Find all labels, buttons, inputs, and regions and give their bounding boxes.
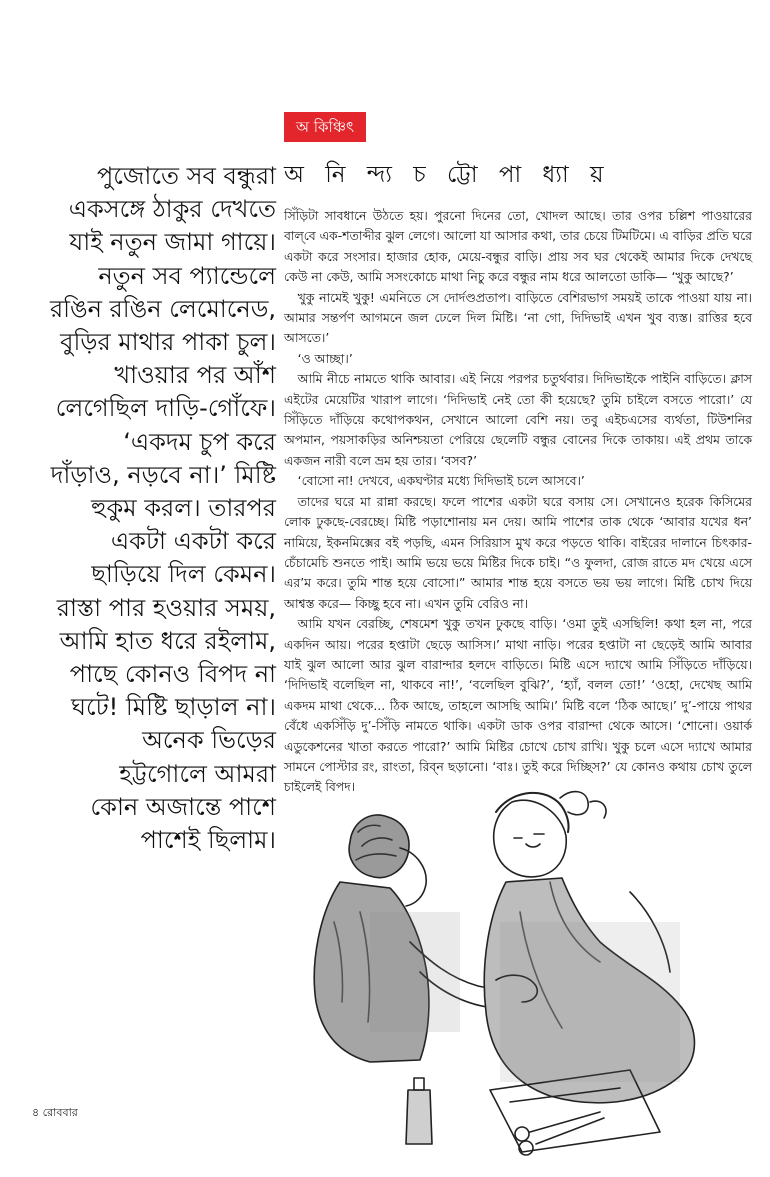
body-paragraph: আমি যখন বেরচ্ছি, শেষমেশ খুকু তখন ঢুকছে বাড়ি। ‘ওমা তুই এসছিলি! কথা হল না, পরে একদিন আয়। পরের হপ্তাটা ছেড়ে আসিস।’ মাথা নাড়ি। পরের হপ্তাটা না ছেড়েই আমি আবার যাই ঝুল আলো আর ঝুল বারান্দার হলদে বাড়িতে। মিষ্টি এসে দ্যাখে আমি সিঁড়িতে দাঁড়িয়ে। ‘দিদিভাই বলেছিল না, থাকবে না!’, ‘বলেছিল বুঝি?’, ‘হ্যাঁ, বলল তো!’ ‘ওহো, দেখেছ আমি একদম মাথা থেকে... ঠিক আছে, তাহলে আসছি আমি।’ মিষ্টি বলে ‘ঠিক আছে।’ দু’-পায়ে পাথর বেঁধে একসিঁড়ি দু’-সিঁড়ি নামতে থাকি। একটা ডাক ওপর বারান্দা থেকে আসে। ‘শোনো। ওয়ার্ক এডুকেশনের খাতা করতে পারো?’ আমি মিষ্টির চোখে চোখ রাখি। খুকু চলে এসে দ্যাখে আমার সামনে পোস্টার রং, রাংতা, রিব্‌ন ছড়ানো। ‘বাঃ। তুই করে দিচ্ছিস?’ যে কোনও কথায় চোখ তুলে চাইলেই বিপদ। [284, 616, 752, 795]
pull-quote-line: আমি হাত ধরে রইলাম, [59, 626, 276, 655]
body-paragraph: তাদের ঘরে মা রান্না করছে। ফলে পাশের একটা ঘরে বসায় সে। সেখানেও হরেক কিসিমের লোক ঢুকছে-বেরচ্ছে। মিষ্টি পড়াশোনায় মন দেয়। আমি পাশের তাক থেকে ‘আবার যখের ধন’ নামিয়ে, ইকনমিক্সের বই পড়ছি, এমন সিরিয়াস মুখ করে পড়তে থাকি। বাইরের দালানে চিৎকার-চেঁচামেচি শুনতে পাই। আমি ভয়ে ভয়ে মিষ্টির দিকে চাই। “ও ফুলদা, রোজ রাতে মদ খেয়ে এসে এর’ম করে। তুমি শান্ত হয়ে বোসো।” আমার শান্ত হয়ে বসতে ভয় ভয় লাগে। মিষ্টি চোখ দিয়ে আশ্বস্ত করে— কিচ্ছু হবে না। এখন তুমি বেরিও না। [284, 493, 752, 611]
body-paragraph: সিঁড়িটা সাবধানে উঠতে হয়। পুরনো দিনের তো, খোদল আছে। তার ওপর চল্লিশ পাওয়ারের বাল্‌বে এক-শতাব্দীর ঝুল লেগে। আলো যা আসার কথা, তার চেয়ে টিমটিমে। এ বাড়ির প্রতি ঘরে একটা করে সংসার। হাজার হোক, মেয়ে-বন্ধুর বাড়ি। প্রায় সব ঘর থেকেই আমার দিকে দেখছে কেউ না কেউ, আমি সসংকোচে মাথা নিচু করে বন্ধুর নাম ধরে আলতো ডাকি— ‘খুকু আছে?’ [284, 208, 752, 285]
pull-quote-line: ঘটে! মিষ্টি ছাড়াল না। [71, 693, 276, 722]
pull-quote-line: ছাড়িয়ে দিল কেমন। [91, 560, 276, 589]
pull-quote-line: পাছে কোনও বিপদ না [69, 660, 276, 689]
pull-quote-line: খাওয়ার পর আঁশ [114, 361, 276, 390]
pull-quote-line: পুজোতে সব বন্ধুরা [96, 162, 276, 190]
body-paragraph: খুকু নামেই খুকু! এমনিতে সে দোর্দণ্ডপ্রতাপ। বাড়িতে বেশিরভাগ সময়ই তাকে পাওয়া যায় না। আমার সন্তর্পণ আগমনে জল ঢেলে দিল মিষ্টি। ‘না গো, দিদিভাই এখন খুব ব্যস্ত। রাত্তির হবে আসতে।’ [284, 289, 752, 346]
pull-quote-line: রঙিন রঙিন লেমোনেড, [49, 294, 276, 323]
pull-quote-line: লেগেছিল দাড়ি-গোঁফে। [55, 394, 276, 423]
body-paragraph: ‘ও আচ্ছা।’ [297, 350, 353, 366]
illustration-sketch [300, 772, 762, 1162]
pull-quote-line: যাই নতুন জামা গায়ে। [69, 228, 276, 257]
pull-quote-line: নতুন সব প্যান্ডেলে [98, 261, 276, 290]
pull-quote-line: হুকুম করল। তারপর [91, 494, 276, 523]
pull-quote-line: দাঁড়াও, নড়বে না।’ মিষ্টি [50, 460, 276, 489]
section-tag: অ কিঞ্চিৎ [284, 112, 366, 142]
author-byline: অ নি ন্দ্য চ ট্টো পা ধ্যা য় [284, 162, 611, 188]
pull-quote-line: রাস্তা পার হওয়ার সময়, [56, 593, 276, 622]
pull-quote-line: পাশেই ছিলাম। [140, 826, 276, 855]
pull-quote-line: হট্টগোলে আমরা [119, 759, 276, 788]
pull-quote [40, 160, 276, 857]
page-folio: ৪ রোববার [32, 1106, 78, 1119]
pull-quote-line: কোন অজান্তে পাশে [90, 792, 276, 821]
pull-quote-line: একসঙ্গে ঠাকুর দেখতে [68, 195, 276, 224]
article-body [284, 206, 752, 798]
body-paragraph: আমি নীচে নামতে থাকি আবার। এই নিয়ে পরপর চতুর্থবার। দিদিভাইকে পাইনি বাড়িতে। ক্লাস এইটের মেয়েটির খারাপ লাগে। ‘দিদিভাই নেই তো কী হয়েছে? তুমি চাইলে বসতে পারো।’ যে সিঁড়িতে দাঁড়িয়ে কথোপকথন, সেখানে আলো বেশি নয়। তবু এইচএসের ব্যর্থতা, টিউশনির অপমান, পয়সাকড়ির অনিশ্চয়তা পেরিয়ে ছেলেটি বন্ধুর বোনের দিকে তাকায়। এই প্রথম তাকে একজন নারী বলে ভ্রম হয় তার। ‘বসব?’ [284, 371, 752, 468]
pull-quote-line: বুড়ির মাথার পাকা চুল। [60, 328, 276, 357]
body-paragraph: ‘বোসো না! দেখবে, একঘণ্টার মধ্যে দিদিভাই চলে আসবে।’ [297, 473, 585, 489]
pull-quote-line: একটা একটা করে [110, 527, 276, 556]
pull-quote-line: অনেক ভিড়ের [142, 726, 276, 755]
pull-quote-line: ‘একদম চুপ করে [123, 427, 276, 456]
